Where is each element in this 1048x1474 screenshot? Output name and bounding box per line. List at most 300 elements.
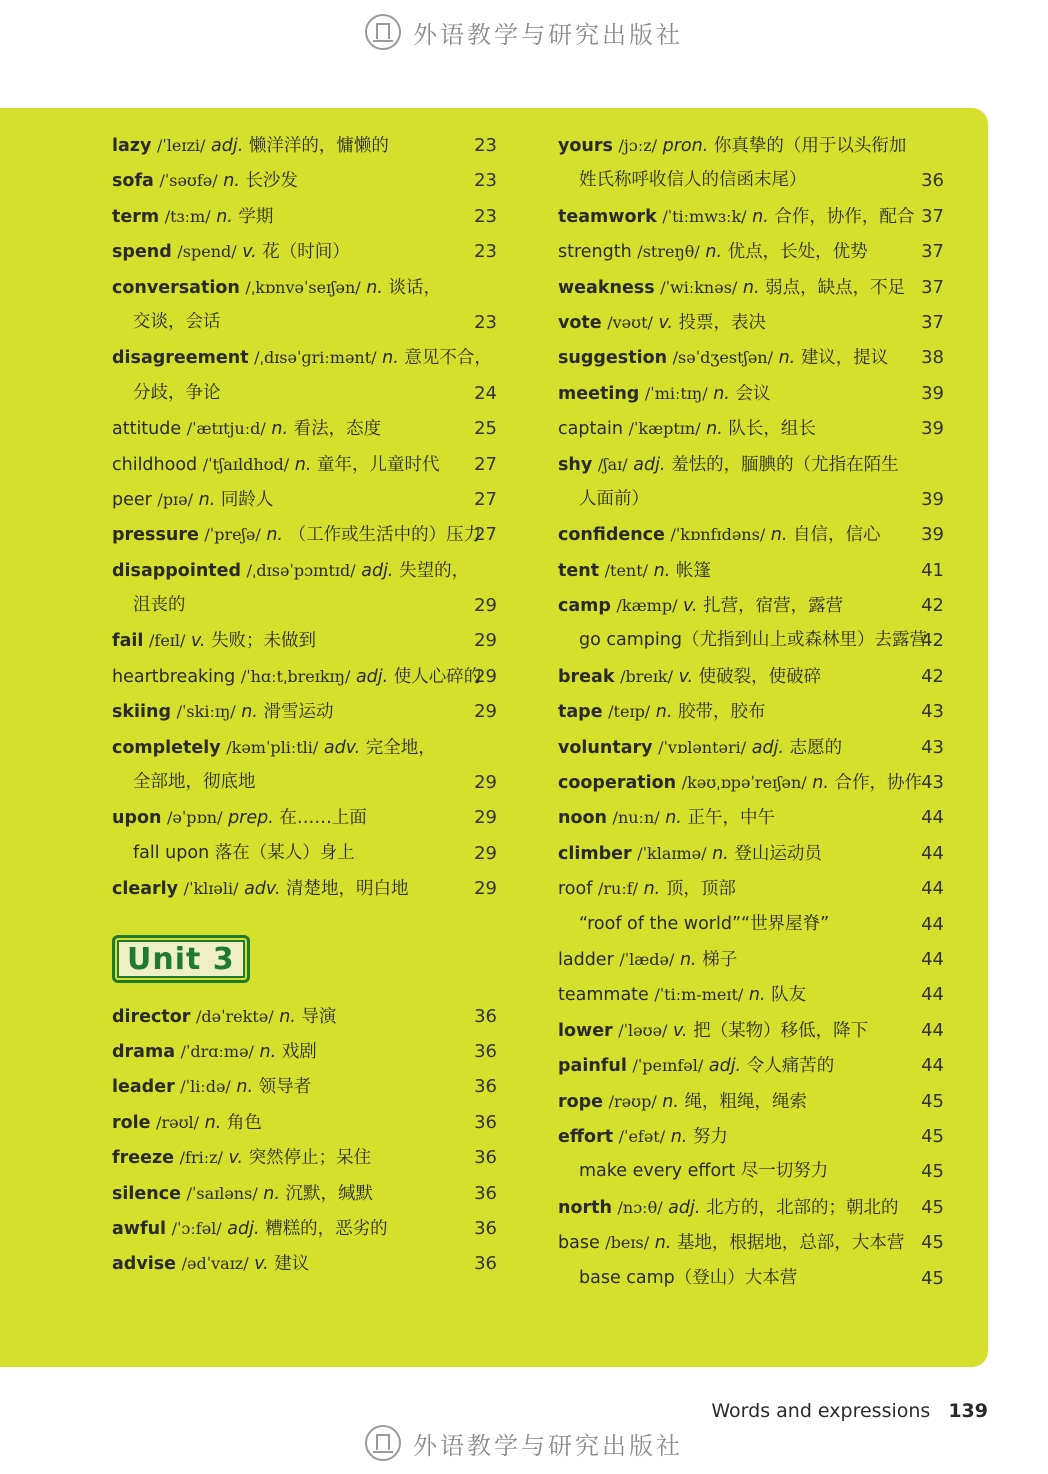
unit-heading-text: Unit 3 [127, 941, 235, 977]
publisher-header [0, 10, 1048, 54]
page-ref: 44 [921, 1055, 944, 1077]
headword: lower [558, 1020, 613, 1041]
entry-text [112, 1069, 311, 1105]
page-ref: 23 [474, 205, 497, 227]
page-ref: 43 [921, 736, 944, 758]
vocab-entry [558, 128, 944, 163]
vocab-entry [112, 270, 497, 305]
part-of-speech: n. [705, 242, 723, 263]
definition: 登山运动员 [734, 843, 822, 864]
entry-text [112, 588, 186, 623]
page-ref: 39 [921, 418, 944, 440]
definition: 谈话， [388, 277, 441, 298]
vocab-entry [558, 1190, 944, 1225]
part-of-speech: v. [673, 1020, 688, 1041]
entry-text [558, 1119, 728, 1155]
vocab-entry [112, 163, 497, 198]
vocab-entry [558, 659, 944, 694]
part-of-speech: n. [279, 1006, 296, 1027]
headword: rope [558, 1091, 604, 1112]
vocab-entry [112, 623, 497, 658]
phonetic: /spend/ [177, 242, 237, 262]
part-of-speech: n. [670, 1126, 688, 1147]
definition: 正午，中午 [687, 808, 775, 829]
definition: 意见不合， [404, 348, 492, 369]
headword: teamwork [558, 206, 657, 227]
page-ref: 36 [921, 170, 944, 192]
entry-text [558, 623, 927, 658]
part-of-speech: prep. [228, 808, 274, 829]
page-ref: 37 [921, 311, 944, 333]
phonetic: /ˈefət/ [618, 1126, 666, 1146]
definition: “roof of the world”“世界屋脊” [579, 913, 830, 934]
phonetic: /əˈpɒn/ [167, 808, 223, 828]
page-ref: 43 [921, 772, 944, 794]
vocab-entry [558, 1013, 944, 1048]
definition: 糟糕的，恶劣的 [265, 1218, 388, 1239]
entry-text [558, 730, 842, 766]
page-ref: 39 [921, 382, 944, 404]
headword: skiing [112, 702, 172, 723]
page-ref: 24 [474, 382, 497, 404]
page-ref: 45 [921, 1125, 944, 1147]
page-ref: 29 [474, 772, 497, 794]
vocab-entry [112, 871, 497, 906]
entry-text [112, 270, 441, 306]
entry-text [558, 871, 736, 907]
phonetic: /dəˈrektə/ [196, 1006, 274, 1026]
definition: 建议，提议 [800, 348, 889, 369]
page-ref: 29 [474, 665, 497, 687]
definition: 帐篷 [675, 560, 711, 581]
page-ref: 44 [921, 948, 944, 970]
part-of-speech: n. [382, 348, 399, 369]
part-of-speech: n. [752, 206, 769, 227]
entry-text [112, 765, 256, 800]
phonetic: /ˈkæptɪn/ [628, 419, 701, 439]
entry-text [558, 482, 649, 517]
phonetic: /ˌdɪsəˈpɔɪntɪd/ [246, 560, 356, 580]
phonetic: /ˈləʊə/ [618, 1020, 668, 1040]
entry-text [112, 1211, 388, 1247]
part-of-speech: n. [748, 985, 766, 1006]
vocab-entry [112, 999, 497, 1034]
right-entries [558, 128, 944, 1296]
part-of-speech: adv. [323, 737, 361, 758]
page-ref: 27 [474, 524, 497, 546]
entry-text [558, 907, 829, 942]
part-of-speech: v. [658, 312, 673, 333]
part-of-speech: v. [254, 1254, 269, 1275]
sub-entry [558, 163, 944, 198]
entry-text [112, 482, 273, 518]
vocab-entry [558, 270, 944, 305]
part-of-speech: adv. [244, 879, 281, 900]
phonetic: /ˈvɒləntəri/ [658, 737, 747, 757]
part-of-speech: n. [223, 171, 240, 192]
entry-text [112, 659, 481, 695]
headword: childhood [112, 454, 198, 475]
phonetic: /ˈsəʊfə/ [159, 171, 218, 191]
sub-entry [558, 482, 944, 517]
definition: 努力 [692, 1126, 728, 1147]
entry-text [558, 376, 770, 412]
definition: 童年，儿童时代 [317, 454, 440, 475]
headword: ladder [558, 949, 614, 970]
definition: 人面前） [579, 488, 649, 509]
phonetic: /kæmp/ [616, 596, 678, 616]
entry-text [112, 999, 336, 1035]
headword: disappointed [112, 560, 242, 581]
definition: 顶，顶部 [665, 879, 736, 900]
vocab-entry [112, 199, 497, 234]
entry-text [558, 270, 905, 306]
headword: freeze [112, 1148, 175, 1169]
definition: （工作或生活中的）压力 [288, 525, 482, 546]
vocabulary-panel [0, 108, 988, 1367]
page-ref: 44 [921, 913, 944, 935]
publisher-name: 外语教学与研究出版社 [413, 20, 683, 49]
page-ref: 45 [921, 1090, 944, 1112]
definition: 全部地，彻底地 [133, 772, 256, 793]
definition: 队友 [771, 985, 807, 1006]
phonetic: /ruːf/ [597, 879, 639, 899]
definition: 学期 [238, 206, 274, 227]
vocab-entry [112, 1176, 497, 1211]
part-of-speech: n. [770, 525, 788, 546]
part-of-speech: n. [643, 879, 661, 900]
definition: 胶带，胶布 [678, 702, 766, 723]
vocab-entry [558, 340, 944, 375]
part-of-speech: adj. [633, 454, 666, 475]
phonetic: /tɜːm/ [164, 206, 211, 226]
headword: fail [112, 631, 144, 652]
vocab-entry [558, 1119, 944, 1154]
page-ref: 45 [921, 1196, 944, 1218]
vocab-entry [558, 730, 944, 765]
sub-entry [112, 376, 497, 411]
entry-text [112, 305, 221, 340]
page-ref: 38 [921, 347, 944, 369]
left-entries-after [112, 999, 497, 1282]
entry-text [558, 517, 881, 553]
definition: make every effort 尽一切努力 [579, 1161, 829, 1182]
footer-section-title: Words and expressions [711, 1400, 931, 1422]
phonetic: /beɪs/ [605, 1233, 650, 1253]
phonetic: /ˈliːdə/ [180, 1077, 231, 1097]
part-of-speech: pron. [662, 136, 709, 156]
part-of-speech: adj. [227, 1218, 260, 1239]
phonetic: /rəʊp/ [608, 1091, 657, 1111]
definition: 扎营，宿营，露营 [703, 596, 844, 617]
entry-text [112, 340, 492, 376]
vocab-entry [112, 234, 497, 269]
vocab-entry [558, 199, 944, 234]
entry-text [112, 447, 440, 483]
headword: voluntary [558, 737, 653, 758]
phonetic: /ədˈvaɪz/ [181, 1254, 249, 1274]
entry-text [558, 411, 816, 447]
part-of-speech: n. [236, 1077, 254, 1098]
page-ref: 25 [474, 418, 497, 440]
phonetic: /pɪə/ [157, 489, 194, 509]
part-of-speech: n. [655, 702, 673, 723]
definition: 会议 [735, 383, 771, 404]
definition: 角色 [226, 1112, 262, 1133]
definition: 沉默，缄默 [285, 1183, 374, 1204]
part-of-speech: adj. [211, 136, 244, 156]
headword: term [112, 206, 160, 227]
part-of-speech: adj. [751, 737, 784, 758]
phonetic: /ˈtʃaɪldhʊd/ [202, 454, 290, 474]
sub-entry [558, 623, 944, 658]
definition: 队长，组长 [728, 419, 816, 440]
phonetic: /nuːn/ [612, 808, 660, 828]
vocab-entry [112, 482, 497, 517]
entry-text [558, 942, 737, 978]
part-of-speech: n. [266, 525, 283, 546]
definition: 合作，协作，配合 [774, 206, 915, 227]
phonetic: /teɪp/ [608, 702, 651, 722]
sub-entry [558, 1261, 944, 1296]
phonetic: /feɪl/ [149, 631, 186, 651]
vocab-entry [558, 447, 944, 482]
vocab-entry [558, 836, 944, 871]
entry-text [558, 234, 868, 270]
vocab-entry [558, 1225, 944, 1260]
phonetic: /tent/ [604, 560, 649, 580]
entry-text [558, 553, 711, 589]
phonetic: /ˈpeɪnfəl/ [632, 1056, 704, 1076]
phonetic: /ʃaɪ/ [597, 454, 628, 474]
entry-text [558, 305, 766, 341]
part-of-speech: v. [190, 631, 206, 652]
page-ref: 36 [474, 1005, 497, 1027]
definition: base camp（登山）大本营 [579, 1267, 798, 1288]
phonetic: /rəʊl/ [156, 1112, 200, 1132]
entry-text [558, 800, 775, 836]
entry-text [112, 800, 367, 836]
entry-text [558, 588, 843, 624]
page-ref: 37 [921, 276, 944, 298]
part-of-speech: n. [216, 206, 233, 227]
vocab-entry [558, 800, 944, 835]
entry-text [112, 1246, 309, 1282]
definition: 花（时间） [262, 242, 350, 263]
definition: 同龄人 [220, 489, 274, 510]
page-ref: 36 [474, 1111, 497, 1133]
page-ref: 45 [921, 1161, 944, 1183]
entry-text [112, 199, 273, 235]
entry-text [112, 1140, 371, 1176]
vocab-entry [112, 1034, 497, 1069]
headword: spend [112, 242, 172, 263]
vocab-entry [112, 1105, 497, 1140]
part-of-speech: n. [665, 808, 682, 829]
definition: 领导者 [258, 1077, 312, 1098]
page-ref: 27 [474, 453, 497, 475]
page-ref: 29 [474, 701, 497, 723]
publisher-logo-icon [365, 14, 401, 50]
headword: meeting [558, 383, 640, 404]
headword: north [558, 1197, 612, 1218]
page-ref: 29 [474, 842, 497, 864]
unit-heading [112, 935, 250, 983]
definition: 姓氏称呼收信人的信函末尾） [579, 170, 807, 191]
entry-text [558, 1048, 834, 1084]
definition: 导演 [301, 1006, 337, 1027]
page-ref: 37 [921, 205, 944, 227]
page-ref: 29 [474, 630, 497, 652]
definition: 沮丧的 [133, 595, 186, 616]
phonetic: /ˈhɑːtˌbreɪkɪŋ/ [240, 666, 351, 686]
definition: 令人痛苦的 [746, 1056, 835, 1077]
phonetic: /jɔːz/ [618, 136, 658, 155]
entry-text [558, 128, 906, 164]
part-of-speech: n. [653, 560, 671, 581]
part-of-speech: v. [242, 242, 257, 263]
vocab-entry [558, 305, 944, 340]
page-ref: 44 [921, 807, 944, 829]
page-ref: 36 [474, 1040, 497, 1062]
part-of-speech: n. [198, 489, 216, 510]
phonetic: /ˈleɪzi/ [156, 136, 206, 155]
left-entries-before [112, 128, 497, 907]
entry-text [112, 128, 389, 164]
entry-text [558, 447, 899, 483]
entry-text [558, 765, 922, 801]
headword: completely [112, 737, 221, 758]
phonetic: /ˈtiːmwɜːk/ [662, 206, 747, 226]
right-column [558, 128, 944, 1296]
part-of-speech: n. [271, 419, 289, 440]
definition: 懒洋洋的，慵懒的 [248, 136, 389, 156]
sub-entry [112, 588, 497, 623]
definition: 戏剧 [281, 1041, 317, 1062]
vocab-entry [112, 447, 497, 482]
page-ref: 23 [474, 241, 497, 263]
headword: teammate [558, 985, 649, 1006]
headword: sofa [112, 171, 154, 192]
phonetic: /səˈdʒestʃən/ [672, 348, 773, 368]
definition: 自信，信心 [793, 525, 881, 546]
entry-text [558, 694, 766, 730]
publisher-logo-icon [365, 1425, 401, 1461]
definition: 在……上面 [279, 808, 367, 829]
definition: 合作，协作 [834, 773, 922, 794]
vocab-entry [558, 694, 944, 729]
headword: clearly [112, 879, 179, 900]
definition: 把（某物）移低，降下 [693, 1020, 869, 1041]
definition: 优点，长处，优势 [727, 242, 868, 263]
entry-text [112, 1034, 317, 1070]
vocab-entry [112, 694, 497, 729]
part-of-speech: n. [662, 1091, 679, 1112]
vocab-entry [112, 411, 497, 446]
entry-text [112, 1105, 262, 1141]
entry-text [112, 517, 481, 553]
part-of-speech: n. [712, 843, 729, 864]
entry-text [112, 730, 436, 766]
headword: vote [558, 312, 602, 333]
phonetic: /nɔːθ/ [617, 1197, 663, 1217]
definition: 投票，表决 [678, 312, 767, 333]
phonetic: /friːz/ [179, 1148, 223, 1168]
page-ref: 36 [474, 1182, 497, 1204]
headword: advise [112, 1254, 177, 1275]
part-of-speech: n. [294, 454, 312, 475]
left-column [112, 128, 497, 1282]
headword: strength [558, 242, 632, 263]
page-ref: 23 [474, 311, 497, 333]
definition: 清楚地，明白地 [285, 879, 409, 900]
entry-text [112, 376, 221, 411]
phonetic: /ˈmiːtɪŋ/ [644, 383, 708, 403]
headword: camp [558, 596, 611, 617]
page-ref: 45 [921, 1267, 944, 1289]
headword: director [112, 1006, 191, 1027]
phonetic: /kəmˈpliːtli/ [226, 737, 319, 757]
headword: upon [112, 808, 162, 829]
sub-entry [112, 765, 497, 800]
headword: drama [112, 1041, 176, 1062]
vocab-entry [112, 128, 497, 163]
sub-entry [558, 907, 944, 942]
page-ref: 39 [921, 488, 944, 510]
page-ref: 44 [921, 878, 944, 900]
part-of-speech: n. [366, 277, 383, 298]
vocab-entry [112, 730, 497, 765]
headword: yours [558, 136, 613, 156]
vocab-entry [558, 588, 944, 623]
part-of-speech: n. [204, 1112, 222, 1133]
vocab-entry [558, 1048, 944, 1083]
page-ref: 23 [474, 135, 497, 156]
page-ref: 45 [921, 1232, 944, 1254]
phonetic: /ˈtiːm-meɪt/ [654, 985, 744, 1005]
definition: 弱点，缺点，不足 [765, 277, 906, 298]
part-of-speech: n. [742, 277, 760, 298]
vocab-entry [112, 800, 497, 835]
page-ref: 36 [474, 1217, 497, 1239]
entry-text [558, 1013, 868, 1049]
page-number: 139 [948, 1400, 988, 1422]
entry-text [558, 1084, 807, 1120]
page-ref: 44 [921, 1019, 944, 1041]
definition: 梯子 [702, 949, 738, 970]
part-of-speech: adj. [668, 1197, 701, 1218]
vocab-entry [558, 977, 944, 1012]
phonetic: /ˌkɒnvəˈseɪʃən/ [245, 277, 361, 297]
entry-text [558, 1261, 797, 1296]
headword: lazy [112, 136, 152, 156]
page-ref: 41 [921, 559, 944, 581]
headword: cooperation [558, 773, 677, 794]
phonetic: /ˈsaɪləns/ [186, 1183, 258, 1203]
part-of-speech: v. [228, 1148, 243, 1169]
page-ref: 42 [921, 630, 944, 652]
page-ref: 43 [921, 701, 944, 723]
headword: peer [112, 489, 152, 510]
phonetic: /ˈætɪtjuːd/ [186, 419, 266, 439]
entry-text [558, 163, 807, 198]
headword: base [558, 1233, 600, 1254]
entry-text [558, 977, 806, 1013]
entry-text [558, 1190, 899, 1226]
phonetic: /ˌdɪsəˈɡriːmənt/ [254, 348, 377, 368]
page-ref: 44 [921, 842, 944, 864]
definition: 交谈，会话 [133, 311, 221, 332]
